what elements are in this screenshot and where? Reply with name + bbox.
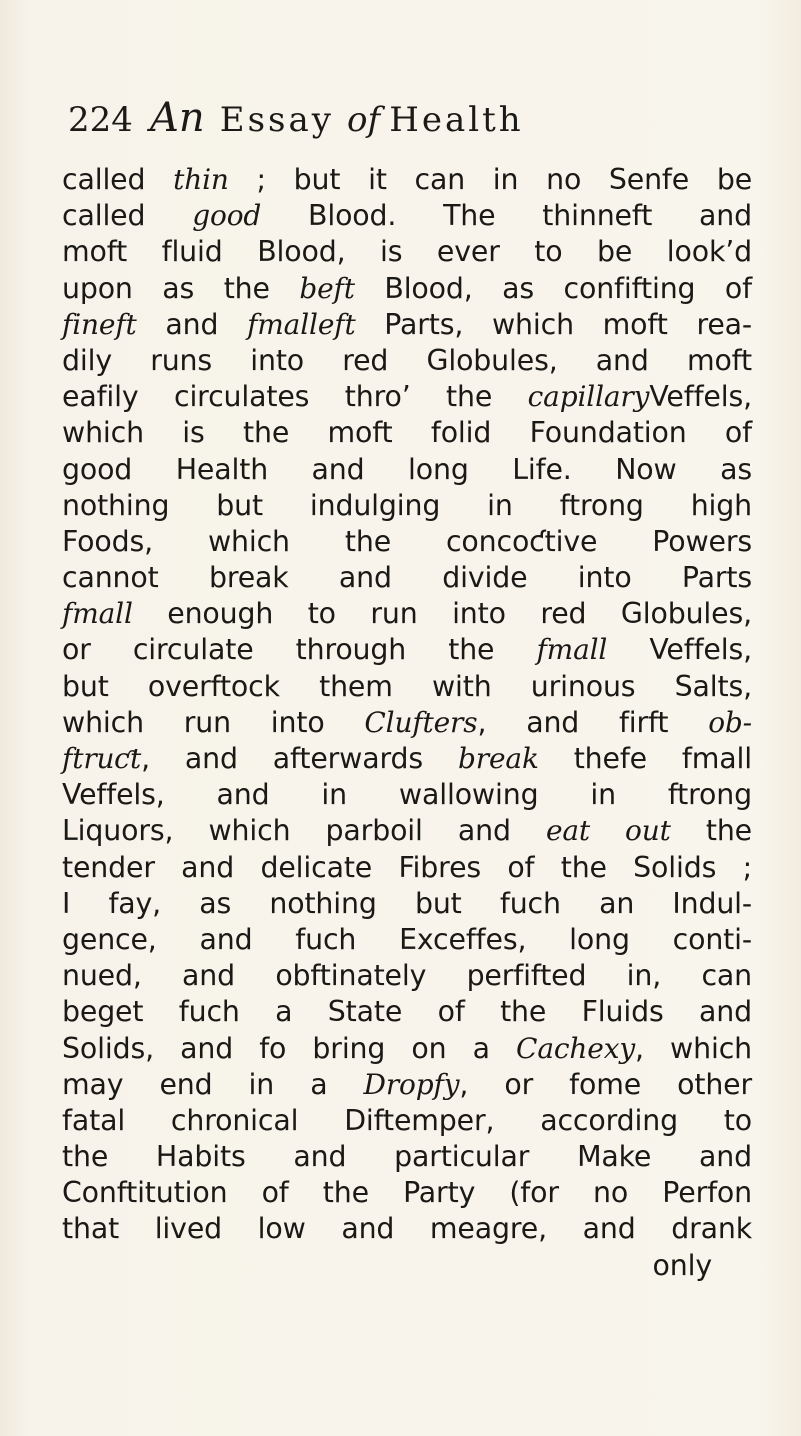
text-segment: enough to run into red Globules, [132,597,752,631]
italic-word: fmall [62,597,133,631]
text-segment: only [652,1248,712,1282]
text-segment: moft fluid Blood, is ever to be look’d [62,235,752,269]
text-line [62,705,752,741]
italic-word: fmall [536,633,608,667]
italic-word: fineft [62,307,137,341]
text-line [62,669,752,705]
italic-word: break [457,742,539,775]
italic-word: Cachexy [516,1031,636,1065]
italic-word: ftruƈt [62,742,142,775]
text-line [62,524,752,560]
text-line [62,886,752,922]
text-segment: or circulate through the [62,633,537,667]
text-segment: which run into [62,705,365,739]
italic-word: ob- [708,705,752,739]
text-segment: nothing but indulging in ftrong high [62,488,752,522]
text-segment: the Habits and particular Make and [62,1140,752,1174]
text-segment: Conftitution of the Party (for no Perfon [62,1176,752,1210]
text-segment: good Health and long Life. Now as [62,452,752,486]
text-line [62,560,752,596]
text-line [62,813,752,849]
text-segment: called [62,199,193,233]
text-segment: Parts, which moft rea- [355,307,752,341]
text-segment: Veffels, [649,380,752,414]
text-segment: , or fome other [459,1067,752,1101]
text-segment: thefe fmall [538,742,752,775]
text-line [62,234,752,270]
text-segment: called [62,163,174,196]
text-line [62,343,752,379]
text-segment: Foods, which the concoƈtive Powers [62,524,752,558]
italic-word: thin [173,163,229,196]
italic-word: fmalleft [247,307,356,341]
text-segment: may end in a [62,1067,364,1101]
text-segment: ; but it can in no Senfe be [228,163,753,196]
text-line [62,1031,752,1067]
text-segment: which is the moft folid Foundation of [62,416,752,450]
running-head-word-an: An [150,95,205,141]
text-segment: that lived low and meagre, and drank [62,1212,752,1246]
body-text [62,162,752,1284]
text-line [62,741,752,777]
text-segment: Blood, as confifting of [354,271,752,305]
italic-word: Dropfy [363,1067,460,1101]
text-line [62,307,752,343]
page-number: 224 [68,100,133,140]
running-head-word-of: of [347,100,381,140]
text-segment: tender and delicate Fibres of the Solids ; [62,850,752,884]
text-segment: Veffels, [607,633,752,667]
text-line [62,198,752,234]
text-segment: but overftock them with urinous Salts, [62,669,752,703]
text-segment: , and afterwards [141,742,458,775]
text-segment: dily runs into red Globules, and moft [62,343,752,377]
text-line [62,1211,752,1247]
text-line [62,488,752,524]
italic-word: Clufters [364,705,478,739]
text-segment: fatal chronical Diftemper, according to [62,1103,752,1137]
italic-word: capillary [527,380,650,414]
running-head-word-essay: Essay [219,100,334,140]
text-line [62,1175,752,1211]
text-segment: Blood. The thinneft and [261,199,752,233]
running-head [68,95,748,155]
text-segment: , and firft [477,705,709,739]
italic-word: beft [299,271,355,305]
text-segment: Solids, and fo bring on a [62,1031,517,1065]
text-line [62,379,752,415]
text-line [62,994,752,1030]
text-line [62,415,752,451]
text-line [62,777,752,813]
text-segment: Liquors, which parboil and [62,814,546,848]
text-segment: cannot break and divide into Parts [62,561,752,595]
text-segment: I fay, as nothing but fuch an Indul- [62,886,752,920]
text-segment: beget fuch a State of the Fluids and [62,995,752,1029]
text-segment: eafily circulates thro’ the [62,380,528,414]
text-segment: the [670,814,752,848]
text-segment: , which [635,1031,752,1065]
text-line [62,1139,752,1175]
text-line [62,922,752,958]
text-segment: and [136,307,248,341]
text-line [62,271,752,307]
text-line [62,1103,752,1139]
text-segment: Veffels, and in wallowing in ftrong [62,778,752,812]
italic-word: good [192,199,262,233]
running-head-word-health: Health [389,100,524,140]
italic-word: eat out [545,814,671,848]
text-segment: upon as the [62,271,300,305]
text-line [62,958,752,994]
text-line [62,632,752,668]
text-line [62,1067,752,1103]
text-line [62,1248,752,1284]
text-line [62,596,752,632]
text-segment: gence, and fuch Exceffes, long conti- [62,922,752,956]
text-line [62,162,752,198]
text-segment: nued, and obftinately perfifted in, can [62,959,752,993]
text-line [62,850,752,886]
text-line [62,452,752,488]
